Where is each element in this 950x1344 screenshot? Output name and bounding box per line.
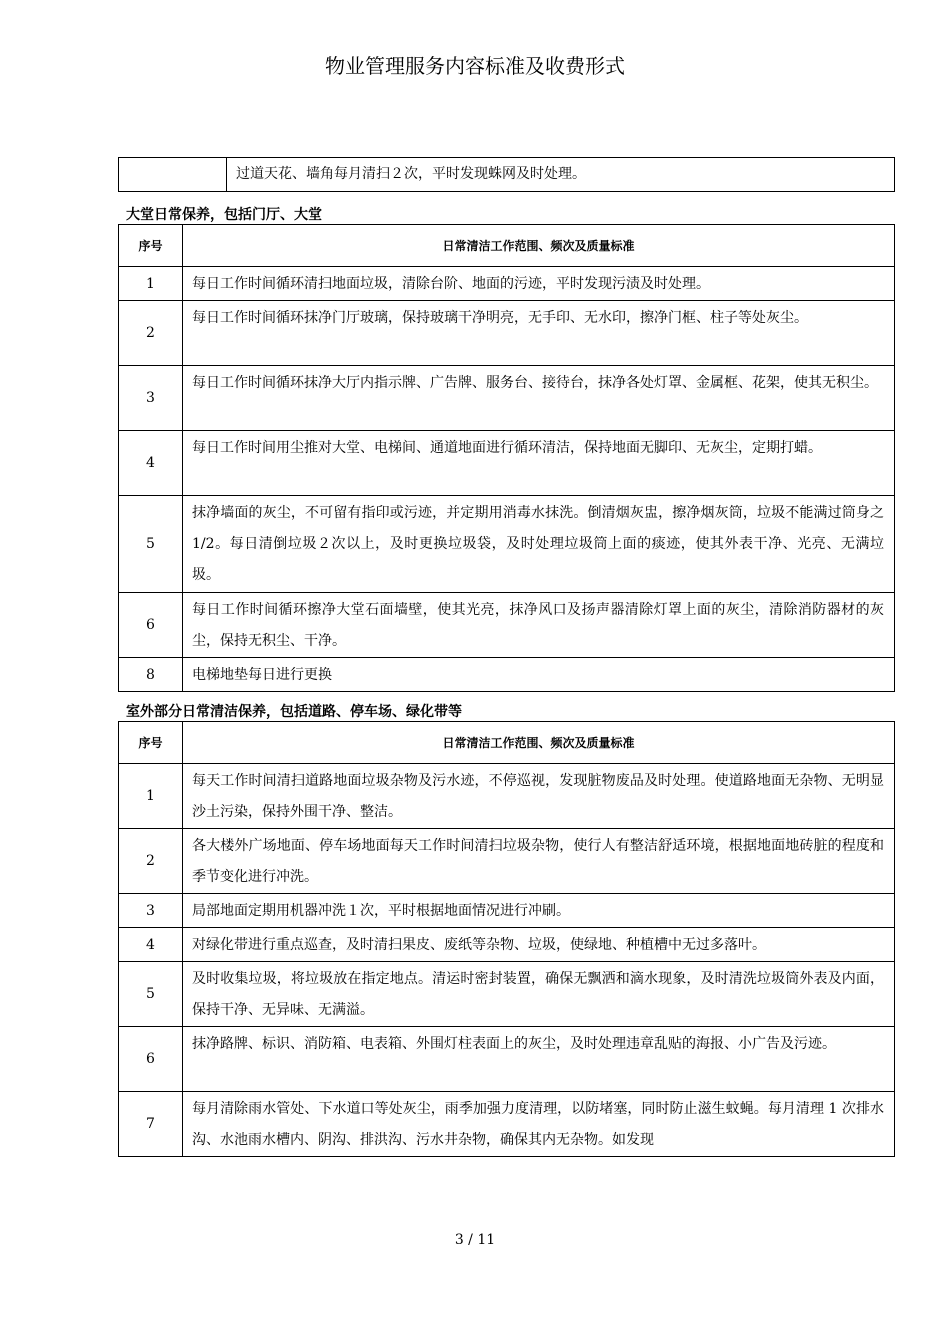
row-number: 3 bbox=[119, 894, 183, 928]
row-text: 每日工作时间循环清扫地面垃圾，清除台阶、地面的污迹，平时发现污渍及时处理。 bbox=[183, 267, 895, 301]
header-no: 序号 bbox=[119, 225, 183, 267]
row-number: 5 bbox=[119, 962, 183, 1027]
outdoor-table bbox=[118, 721, 895, 1157]
table-row bbox=[119, 764, 895, 829]
table-row bbox=[119, 829, 895, 894]
table-cell-text: 过道天花、墙角每月清扫２次，平时发现蛛网及时处理。 bbox=[227, 158, 895, 192]
table-row bbox=[119, 894, 895, 928]
row-text: 每日工作时间循环擦净大堂石面墙壁，使其光亮，抹净风口及扬声器清除灯罩上面的灰尘，清除消防器材的灰尘，保持无积尘、干净。 bbox=[183, 593, 895, 658]
section-heading-lobby: 大堂日常保养，包括门厅、大堂 bbox=[126, 207, 322, 223]
row-number: 6 bbox=[119, 593, 183, 658]
table-row bbox=[119, 496, 895, 593]
row-text: 每日工作时间循环抹净大厅内指示牌、广告牌、服务台、接待台，抹净各处灯罩、金属框、花架，使其无积尘。 bbox=[183, 366, 895, 431]
header-no: 序号 bbox=[119, 722, 183, 764]
header-description: 日常清洁工作范围、频次及质量标准 bbox=[183, 722, 895, 764]
page-title: 物业管理服务内容标准及收费形式 bbox=[325, 54, 625, 78]
row-text: 对绿化带进行重点巡查，及时清扫果皮、废纸等杂物、垃圾，使绿地、种植槽中无过多落叶。 bbox=[183, 928, 895, 962]
row-number: 4 bbox=[119, 928, 183, 962]
row-text: 及时收集垃圾，将垃圾放在指定地点。清运时密封装置，确保无飘洒和滴水现象，及时清洗垃圾筒外表及内面，保持干净、无异味、无满溢。 bbox=[183, 962, 895, 1027]
row-text: 每日工作时间循环抹净门厅玻璃，保持玻璃干净明亮，无手印、无水印，擦净门框、柱子等处灰尘。 bbox=[183, 301, 895, 366]
lobby-table bbox=[118, 224, 895, 692]
row-number: 3 bbox=[119, 366, 183, 431]
row-number: 1 bbox=[119, 267, 183, 301]
row-text: 局部地面定期用机器冲洗１次，平时根据地面情况进行冲刷。 bbox=[183, 894, 895, 928]
row-text: 抹净墙面的灰尘，不可留有指印或污迹，并定期用消毒水抹洗。倒清烟灰盅，擦净烟灰筒，垃圾不能满过筒身之 1/2。每日清倒垃圾２次以上，及时更换垃圾袋，及时处理垃圾筒上面的痰迹，使其外表干净、光亮、无满垃圾。 bbox=[183, 496, 895, 593]
table-row bbox=[119, 301, 895, 366]
table-row bbox=[119, 593, 895, 658]
row-number: 7 bbox=[119, 1092, 183, 1157]
table-row bbox=[119, 1092, 895, 1157]
row-text: 每月清除雨水管处、下水道口等处灰尘，雨季加强力度清理，以防堵塞，同时防止滋生蚊蝇。每月清理 1 次排水沟、水池雨水槽内、阴沟、排洪沟、污水井杂物，确保其内无杂物。如发现 bbox=[183, 1092, 895, 1157]
table-header-row bbox=[119, 225, 895, 267]
table-row bbox=[119, 366, 895, 431]
row-number: 5 bbox=[119, 496, 183, 593]
row-number: 2 bbox=[119, 829, 183, 894]
section-heading-outdoor: 室外部分日常清洁保养，包括道路、停车场、绿化带等 bbox=[126, 704, 462, 720]
row-text: 各大楼外广场地面、停车场地面每天工作时间清扫垃圾杂物，使行人有整洁舒适环境，根据地面地砖脏的程度和季节变化进行冲洗。 bbox=[183, 829, 895, 894]
table-header-row bbox=[119, 722, 895, 764]
table-row bbox=[119, 962, 895, 1027]
table-row bbox=[119, 267, 895, 301]
page-number: 3 / 11 bbox=[454, 1232, 496, 1248]
header-description: 日常清洁工作范围、频次及质量标准 bbox=[183, 225, 895, 267]
row-number: 4 bbox=[119, 431, 183, 496]
row-number: 8 bbox=[119, 658, 183, 692]
row-number: 6 bbox=[119, 1027, 183, 1092]
row-text: 电梯地垫每日进行更换 bbox=[183, 658, 895, 692]
row-text: 每天工作时间清扫道路地面垃圾杂物及污水迹，不停巡视，发现脏物废品及时处理。使道路地面无杂物、无明显沙土污染，保持外围干净、整洁。 bbox=[183, 764, 895, 829]
table-row bbox=[119, 928, 895, 962]
continued-table bbox=[118, 157, 895, 192]
row-text: 抹净路牌、标识、消防箱、电表箱、外围灯柱表面上的灰尘，及时处理违章乱贴的海报、小广告及污迹。 bbox=[183, 1027, 895, 1092]
table-row bbox=[119, 431, 895, 496]
row-number: 2 bbox=[119, 301, 183, 366]
empty-cell bbox=[119, 158, 227, 192]
row-number: 1 bbox=[119, 764, 183, 829]
table-row bbox=[119, 1027, 895, 1092]
row-text: 每日工作时间用尘推对大堂、电梯间、通道地面进行循环清洁，保持地面无脚印、无灰尘，定期打蜡。 bbox=[183, 431, 895, 496]
table-row bbox=[119, 658, 895, 692]
